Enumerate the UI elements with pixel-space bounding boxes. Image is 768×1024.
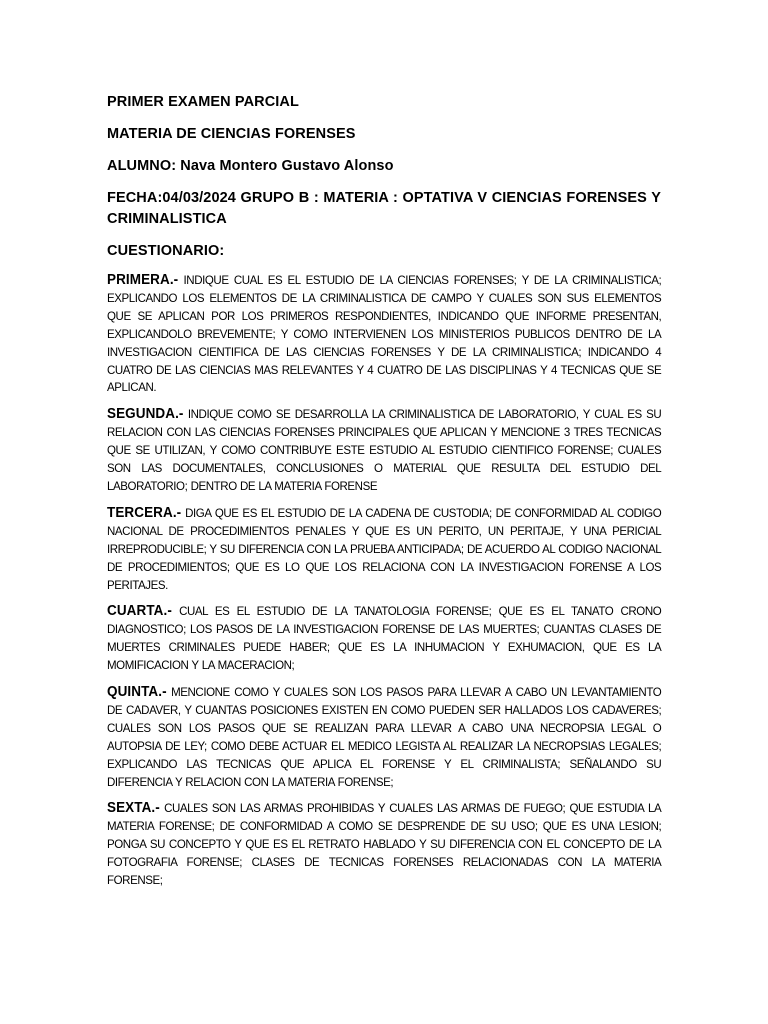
question-text: CUALES SON LAS ARMAS PROHIBIDAS Y CUALES LAS ARMAS DE FUEGO; QUE ESTUDIA LA MATERIA FORENSE; DE CONFORMIDAD A COMO SE DESPRENDE DE SU USO; QUE ES UNA LESION; PONGA SU CONCEPTO Y QUE ES EL RETRATO HABLADO Y SU DIFERENCIA CON EL CONCEPTO DE LA FOTOGRAFIA FORENSE; CLASES DE TECNICAS FORENSES RELACIONADAS CON LA MATERIA FORENSE;: [107, 801, 662, 888]
date-group-line: FECHA:04/03/2024 GRUPO B : MATERIA : OPTATIVA V CIENCIAS FORENSES Y CRIMINALISTICA: [107, 190, 661, 227]
student-name: ALUMNO: Nava Montero Gustavo Alonso: [107, 158, 394, 174]
question-label: PRIMERA.-: [107, 272, 179, 288]
question-quinta: [107, 684, 661, 791]
subject-title: MATERIA DE CIENCIAS FORENSES: [107, 126, 356, 142]
question-tercera: [107, 505, 661, 595]
question-segunda: [107, 406, 661, 496]
exam-title: PRIMER EXAMEN PARCIAL: [107, 94, 299, 110]
question-text: INDIQUE CUAL ES EL ESTUDIO DE LA CIENCIAS FORENSES; Y DE LA CRIMINALISTICA; EXPLICANDO LOS ELEMENTOS DE LA CRIMINALISTICA DE CAMPO Y CUALES SON SUS ELEMENTOS QUE SE APLICAN POR LOS PRIMEROS RESPONDIENTES, INDICANDO QUE INFORME PRESENTAN, EXPLICANDOLO BREVEMENTE; Y COMO INTERVIENEN LOS MINISTERIOS PUBLICOS DENTRO DE LA INVESTIGACION CIENTIFICA DE LAS CIENCIAS FORENSES Y DE LA CRIMINALISTICA; INDICANDO 4 CUATRO DE LAS CIENCIAS MAS RELEVANTES Y 4 CUATRO DE LAS DISCIPLINAS Y 4 TECNICAS QUE SE APLICAN.: [107, 273, 662, 395]
question-label: TERCERA.-: [107, 504, 182, 521]
question-label: SEXTA.-: [107, 800, 160, 817]
question-label: SEGUNDA.-: [107, 406, 184, 423]
question-text: CUAL ES EL ESTUDIO DE LA TANATOLOGIA FORENSE; QUE ES EL TANATO CRONO DIAGNOSTICO; LOS PASOS DE LA INVESTIGACION FORENSE DE LAS MUERTES; CUANTAS CLASES DE MUERTES CRIMINALES PUEDE HABER; QUE ES LA INHUMACION Y EXHUMACION, QUE ES LA MOMIFICACION Y LA MACERACION;: [107, 604, 662, 673]
section-title: CUESTIONARIO:: [107, 243, 225, 259]
question-cuarta: [107, 603, 661, 675]
exam-document: [107, 92, 661, 899]
question-primera: [107, 272, 661, 397]
question-text: MENCIONE COMO Y CUALES SON LOS PASOS PARA LLEVAR A CABO UN LEVANTAMIENTO DE CADAVER, Y CUANTAS POSICIONES EXISTEN EN COMO PUEDEN SER HALLADOS LOS CADAVERES; CUALES SON LOS PASOS QUE SE REALIZAN PARA LLEVAR A CABO UNA NECROPSIA LEGAL O AUTOPSIA DE LEY; COMO DEBE ACTUAR EL MEDICO LEGISTA AL REALIZAR LA NECROPSIAS LEGALES; EXPLICANDO LAS TECNICAS QUE APLICA EL FORENSE Y EL CRIMINALISTA; SEÑALANDO SU DIFERENCIA Y RELACION CON LA MATERIA FORENSE;: [107, 685, 662, 789]
question-sexta: [107, 800, 661, 890]
question-text: DIGA QUE ES EL ESTUDIO DE LA CADENA DE CUSTODIA; DE CONFORMIDAD AL CODIGO NACIONAL DE PROCEDIMIENTOS PENALES Y QUE ES UN PERITO, UN PERITAJE, Y UNA PERICIAL IRREPRODUCIBLE; Y SU DIFERENCIA CON LA PRUEBA ANTICIPADA; DE ACUERDO AL CODIGO NACIONAL DE PROCEDIMIENTOS; QUE ES LO QUE LOS RELACIONA CON LA INVESTIGACION FORENSE A LOS PERITAJES.: [107, 505, 662, 592]
question-label: CUARTA.-: [107, 603, 172, 620]
question-label: QUINTA.-: [107, 684, 167, 701]
question-text: INDIQUE COMO SE DESARROLLA LA CRIMINALISTICA DE LABORATORIO, Y CUAL ES SU RELACION CON LAS CIENCIAS FORENSES PRINCIPALES QUE APLICAN Y MENCIONE 3 TRES TECNICAS QUE SE UTILIZAN, Y COMO CONTRIBUYE ESTE ESTUDIO AL ESTUDIO CIENTIFICO FORENSE; CUALES SON LAS DOCUMENTALES, CONCLUSIONES O MATERIAL QUE RESULTA DEL ESTUDIO DEL LABORATORIO; DENTRO DE LA MATERIA FORENSE: [107, 407, 662, 493]
